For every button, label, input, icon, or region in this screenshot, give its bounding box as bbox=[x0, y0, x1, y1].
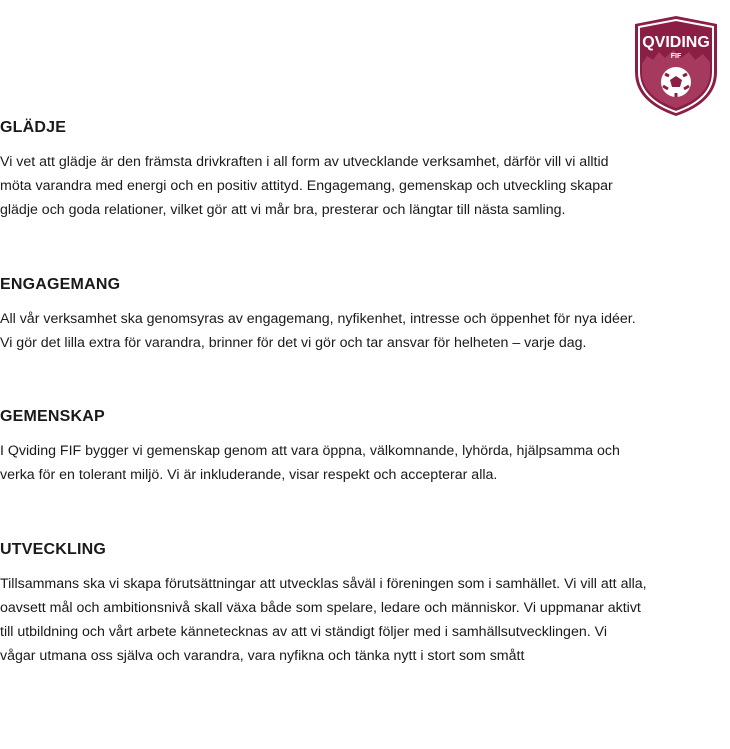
section-utveckling bbox=[0, 538, 647, 668]
section-heading: UTVECKLING bbox=[0, 541, 106, 558]
text-line: verka för en tolerant miljö. Vi är inkluderande, visar respekt och accepterar alla. bbox=[0, 467, 498, 483]
section-body bbox=[0, 572, 647, 668]
club-logo bbox=[633, 14, 719, 118]
text-line: Vi gör det lilla extra för varandra, brinner för det vi gör och tar ansvar för helheten – varje dag. bbox=[0, 335, 587, 351]
text-line: All vår verksamhet ska genomsyras av engagemang, nyfikenhet, intresse och öppenhet för nya idéer. bbox=[0, 311, 636, 327]
text-line: möta varandra med energi och en positiv attityd. Engagemang, gemenskap och utveckling skapar bbox=[0, 178, 613, 194]
text-line: oavsett mål och ambitionsnivå skall växa både som spelare, ledare och människor. Vi uppmanar aktivt bbox=[0, 600, 641, 616]
section-gladje bbox=[0, 116, 613, 222]
svg-text:FIF: FIF bbox=[670, 53, 682, 60]
svg-text:QVIDING: QVIDING bbox=[642, 34, 710, 51]
section-engagemang bbox=[0, 273, 636, 355]
section-heading: GEMENSKAP bbox=[0, 408, 105, 425]
section-body bbox=[0, 150, 613, 222]
section-heading: GLÄDJE bbox=[0, 119, 67, 136]
section-body bbox=[0, 307, 636, 355]
section-body bbox=[0, 439, 620, 487]
text-line: Tillsammans ska vi skapa förutsättningar att utvecklas såväl i föreningen som i samhället. Vi vill att alla, bbox=[0, 576, 647, 592]
text-line: glädje och goda relationer, vilket gör att vi mår bra, presterar och längtar till nästa samling. bbox=[0, 202, 566, 218]
text-line: Vi vet att glädje är den främsta drivkraften i all form av utvecklande verksamhet, därför vill vi alltid bbox=[0, 154, 609, 170]
section-heading: ENGAGEMANG bbox=[0, 276, 121, 293]
section-gemenskap bbox=[0, 405, 620, 487]
text-line: till utbildning och vårt arbete kännetecknas av att vi ständigt följer med i samhällsutvecklingen. Vi bbox=[0, 624, 607, 640]
text-line: vågar utmana oss själva och varandra, vara nyfikna och tänka nytt i stort som smått bbox=[0, 648, 525, 664]
text-line: I Qviding FIF bygger vi gemenskap genom att vara öppna, välkomnande, lyhörda, hjälpsamma och bbox=[0, 443, 620, 459]
